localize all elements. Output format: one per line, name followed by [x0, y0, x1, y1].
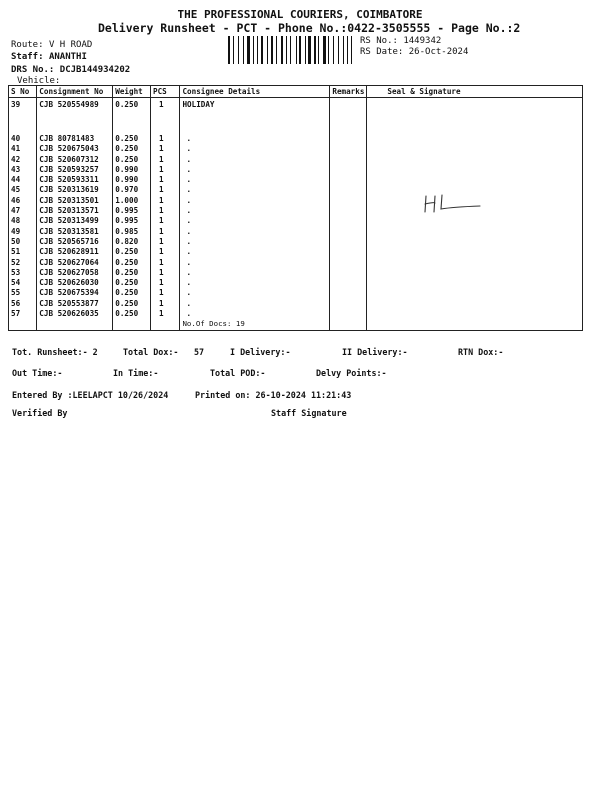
total-pod: Total POD:- — [210, 368, 266, 378]
barcode-bar — [308, 36, 311, 64]
barcode-bar — [274, 36, 275, 64]
table-row — [9, 185, 583, 195]
table-row — [9, 165, 583, 175]
cell-pcs: 1 — [151, 268, 180, 278]
barcode-bar — [296, 36, 297, 64]
cell-remarks — [330, 268, 367, 278]
barcode-bar — [238, 36, 239, 64]
table-footer-row — [9, 319, 583, 330]
cell-pcs: 1 — [151, 216, 180, 226]
barcode-bar — [245, 36, 246, 64]
handwritten-signature — [420, 192, 490, 216]
barcode-bar — [247, 36, 250, 64]
cell-sno: 47 — [9, 206, 37, 216]
cell-consignment: CJB 520565716 — [37, 237, 113, 247]
cell-consignee: . — [180, 237, 330, 247]
cell-seal — [367, 155, 583, 165]
cell-pcs: 1 — [151, 134, 180, 144]
cell-consignment: CJB 520313581 — [37, 227, 113, 237]
table-header-row — [9, 86, 583, 98]
barcode-bar — [254, 36, 256, 64]
cell-consignment: CJB 520607312 — [37, 155, 113, 165]
staff-value: ANANTHI — [48, 52, 87, 62]
table-row — [9, 175, 583, 185]
barcode-bar — [276, 36, 277, 64]
cell-weight: 1.000 — [113, 196, 151, 206]
cell-sno: 40 — [9, 134, 37, 144]
barcode-bar — [253, 36, 254, 64]
cell-pcs: 1 — [151, 185, 180, 195]
rs-number: RS No.: 1449342 — [360, 36, 442, 46]
cell-consignee: . — [180, 144, 330, 154]
barcode-bar — [343, 36, 344, 64]
table-row — [9, 288, 583, 298]
barcode-bar — [240, 36, 242, 64]
barcode-bar — [257, 36, 258, 64]
cell-weight: 0.990 — [113, 165, 151, 175]
cell-weight: 0.250 — [113, 268, 151, 278]
cell-remarks — [330, 288, 367, 298]
cell-consignee: . — [180, 309, 330, 319]
cell-remarks — [330, 299, 367, 309]
table-row — [9, 98, 583, 135]
barcode-bar — [281, 36, 283, 64]
cell-sno: 46 — [9, 196, 37, 206]
cell-seal — [367, 268, 583, 278]
table-row — [9, 299, 583, 309]
table-row — [9, 196, 583, 206]
barcode-bar — [353, 36, 355, 64]
table-row — [9, 216, 583, 226]
cell-weight: 0.250 — [113, 299, 151, 309]
cell-consignment: CJB 520626030 — [37, 278, 113, 288]
cell-pcs: 1 — [151, 237, 180, 247]
barcode-bar — [287, 36, 289, 64]
barcode — [228, 36, 356, 64]
cell-seal — [367, 134, 583, 144]
drs-value: DCJB144934202 — [59, 65, 131, 75]
barcode-bar — [333, 36, 334, 64]
barcode-bar — [335, 36, 337, 64]
cell-weight: 0.820 — [113, 237, 151, 247]
cell-weight: 0.250 — [113, 247, 151, 257]
cell-pcs: 1 — [151, 165, 180, 175]
cell-sno: 56 — [9, 299, 37, 309]
delvy-points: Delvy Points:- — [316, 368, 387, 378]
cell-pcs: 1 — [151, 175, 180, 185]
cell-remarks — [330, 185, 367, 195]
in-time: In Time:- — [113, 368, 159, 378]
cell-consignee: . — [180, 165, 330, 175]
barcode-bar — [317, 36, 318, 64]
table-row — [9, 278, 583, 288]
cell-weight: 0.250 — [113, 288, 151, 298]
footer-cell — [9, 319, 37, 330]
no-of-docs: No.Of Docs: 19 — [180, 319, 330, 330]
barcode-bar — [345, 36, 346, 64]
footer-cell — [113, 319, 151, 330]
barcode-bar — [297, 36, 298, 64]
barcode-bar — [339, 36, 342, 64]
cell-consignment: CJB 520626035 — [37, 309, 113, 319]
cell-sno: 51 — [9, 247, 37, 257]
cell-sno: 45 — [9, 185, 37, 195]
footer-cell — [37, 319, 113, 330]
printed-on: Printed on: 26-10-2024 11:21:43 — [195, 390, 352, 400]
header-pcs: PCS — [151, 86, 180, 98]
cell-consignee: . — [180, 206, 330, 216]
barcode-bar — [307, 36, 308, 64]
barcode-bar — [259, 36, 260, 64]
table-row — [9, 258, 583, 268]
company-title: THE PROFESSIONAL COURIERS, COIMBATORE — [177, 8, 423, 21]
barcode-bar — [320, 36, 322, 64]
cell-remarks — [330, 175, 367, 185]
barcode-bar — [338, 36, 339, 64]
table-row — [9, 268, 583, 278]
barcode-bar — [261, 36, 263, 64]
total-dox-label: Total Dox:- — [123, 347, 179, 357]
cell-consignment: CJB 520675394 — [37, 288, 113, 298]
cell-remarks — [330, 134, 367, 144]
barcode-bar — [251, 36, 252, 64]
cell-consignee: . — [180, 175, 330, 185]
cell-weight: 0.995 — [113, 206, 151, 216]
drs-line — [11, 65, 130, 75]
cell-consignment: CJB 520675043 — [37, 144, 113, 154]
cell-sno: 52 — [9, 258, 37, 268]
cell-pcs: 1 — [151, 98, 180, 135]
cell-remarks — [330, 309, 367, 319]
barcode-bar — [318, 36, 319, 64]
cell-consignment: CJB 520313499 — [37, 216, 113, 226]
cell-consignee: . — [180, 258, 330, 268]
header-consignment: Consignment No — [37, 86, 113, 98]
staff-line — [11, 52, 87, 62]
total-dox-value: 57 — [194, 347, 205, 357]
cell-sno: 42 — [9, 155, 37, 165]
footer-cell — [367, 319, 583, 330]
cell-weight: 0.250 — [113, 144, 151, 154]
cell-remarks — [330, 216, 367, 226]
i-delivery: I Delivery:- — [230, 347, 291, 357]
cell-weight: 0.250 — [113, 98, 151, 135]
cell-pcs: 1 — [151, 247, 180, 257]
barcode-bar — [231, 36, 232, 64]
cell-consignment: CJB 520593311 — [37, 175, 113, 185]
cell-consignment: CJB 520628911 — [37, 247, 113, 257]
cell-sno: 53 — [9, 268, 37, 278]
cell-remarks — [330, 258, 367, 268]
cell-weight: 0.990 — [113, 175, 151, 185]
barcode-bar — [271, 36, 273, 64]
cell-pcs: 1 — [151, 227, 180, 237]
barcode-bar — [228, 36, 230, 64]
cell-pcs: 1 — [151, 196, 180, 206]
cell-seal — [367, 288, 583, 298]
header-seal: Seal & Signature — [367, 86, 583, 98]
cell-pcs: 1 — [151, 299, 180, 309]
cell-consignment: CJB 520313619 — [37, 185, 113, 195]
table-row — [9, 144, 583, 154]
cell-consignee: . — [180, 278, 330, 288]
barcode-bar — [234, 36, 237, 64]
footer-cell — [151, 319, 180, 330]
cell-seal — [367, 258, 583, 268]
cell-seal — [367, 165, 583, 175]
cell-sno: 54 — [9, 278, 37, 288]
cell-seal — [367, 227, 583, 237]
header-consignee: Consignee Details — [180, 86, 330, 98]
cell-sno: 48 — [9, 216, 37, 226]
barcode-bar — [330, 36, 332, 64]
runsheet-title: Delivery Runsheet - PCT - Phone No.:0422-3505555 - Page No.:2 — [98, 21, 521, 35]
barcode-bar — [349, 36, 350, 64]
footer-cell — [330, 319, 367, 330]
cell-sno: 43 — [9, 165, 37, 175]
cell-sno: 39 — [9, 98, 37, 135]
header-sno: S No — [9, 86, 37, 98]
cell-sno: 57 — [9, 309, 37, 319]
rs-date: RS Date: 26-Oct-2024 — [360, 47, 469, 57]
cell-consignee: . — [180, 299, 330, 309]
barcode-bar — [286, 36, 287, 64]
out-time: Out Time:- — [12, 368, 63, 378]
table-row — [9, 206, 583, 216]
cell-pcs: 1 — [151, 278, 180, 288]
cell-pcs: 1 — [151, 155, 180, 165]
cell-seal — [367, 309, 583, 319]
table-row — [9, 237, 583, 247]
staff-label: Staff: — [11, 52, 44, 62]
cell-seal — [367, 144, 583, 154]
table-row — [9, 155, 583, 165]
barcode-bar — [328, 36, 329, 64]
cell-remarks — [330, 155, 367, 165]
cell-sno: 55 — [9, 288, 37, 298]
barcode-bar — [351, 36, 352, 64]
barcode-bar — [312, 36, 313, 64]
cell-seal — [367, 247, 583, 257]
barcode-bar — [327, 36, 328, 64]
ii-delivery: II Delivery:- — [342, 347, 408, 357]
cell-consignee: HOLIDAY — [180, 98, 330, 135]
verified-by: Verified By — [12, 408, 68, 418]
barcode-bar — [299, 36, 301, 64]
vehicle-label: Vehicle: — [17, 76, 61, 86]
barcode-bar — [284, 36, 285, 64]
barcode-bar — [269, 36, 270, 64]
cell-weight: 0.250 — [113, 309, 151, 319]
cell-consignee: . — [180, 196, 330, 206]
cell-consignee: . — [180, 268, 330, 278]
cell-consignee: . — [180, 247, 330, 257]
cell-sno: 50 — [9, 237, 37, 247]
cell-pcs: 1 — [151, 144, 180, 154]
cell-seal — [367, 278, 583, 288]
route-label: Route: — [11, 40, 44, 50]
cell-consignee: . — [180, 185, 330, 195]
cell-remarks — [330, 144, 367, 154]
cell-weight: 0.970 — [113, 185, 151, 195]
cell-remarks — [330, 206, 367, 216]
header-weight: Weight — [113, 86, 151, 98]
cell-weight: 0.250 — [113, 278, 151, 288]
runsheet-table — [8, 85, 583, 331]
cell-seal — [367, 216, 583, 226]
cell-remarks — [330, 227, 367, 237]
barcode-bar — [323, 36, 326, 64]
cell-pcs: 1 — [151, 206, 180, 216]
cell-consignment: CJB 520627058 — [37, 268, 113, 278]
cell-sno: 41 — [9, 144, 37, 154]
barcode-bar — [290, 36, 291, 64]
cell-seal — [367, 237, 583, 247]
cell-consignment: CJB 520554989 — [37, 98, 113, 135]
staff-signature: Staff Signature — [271, 408, 347, 418]
cell-weight: 0.985 — [113, 227, 151, 237]
table-row — [9, 309, 583, 319]
barcode-bar — [305, 36, 306, 64]
barcode-bar — [264, 36, 267, 64]
cell-seal — [367, 175, 583, 185]
header-remarks: Remarks — [330, 86, 367, 98]
tot-runsheet: Tot. Runsheet:- 2 — [12, 347, 98, 357]
cell-seal — [367, 98, 583, 135]
rtn-dox: RTN Dox:- — [458, 347, 504, 357]
cell-consignment: CJB 520313571 — [37, 206, 113, 216]
cell-weight: 0.250 — [113, 134, 151, 144]
table-row — [9, 247, 583, 257]
route-line — [11, 40, 92, 50]
drs-label: DRS No.: — [11, 65, 55, 75]
barcode-bar — [314, 36, 316, 64]
cell-consignment: CJB 520313501 — [37, 196, 113, 206]
cell-consignment: CJB 520553877 — [37, 299, 113, 309]
cell-sno: 49 — [9, 227, 37, 237]
barcode-bar — [267, 36, 268, 64]
cell-remarks — [330, 237, 367, 247]
cell-remarks — [330, 98, 367, 135]
entered-by: Entered By :LEELAPCT 10/26/2024 — [12, 390, 169, 400]
cell-pcs: 1 — [151, 258, 180, 268]
cell-consignee: . — [180, 227, 330, 237]
route-value: V H ROAD — [48, 40, 93, 50]
cell-consignee: . — [180, 216, 330, 226]
cell-consignee: . — [180, 288, 330, 298]
cell-remarks — [330, 165, 367, 175]
barcode-bar — [302, 36, 304, 64]
cell-remarks — [330, 196, 367, 206]
barcode-bar — [243, 36, 245, 64]
cell-sno: 44 — [9, 175, 37, 185]
cell-consignment: CJB 520593257 — [37, 165, 113, 175]
barcode-bar — [277, 36, 280, 64]
cell-pcs: 1 — [151, 288, 180, 298]
table-row — [9, 227, 583, 237]
barcode-bar — [347, 36, 349, 64]
cell-consignment: CJB 80781483 — [37, 134, 113, 144]
cell-consignee: . — [180, 155, 330, 165]
cell-consignee: . — [180, 134, 330, 144]
cell-consignment: CJB 520627064 — [37, 258, 113, 268]
cell-weight: 0.250 — [113, 155, 151, 165]
barcode-bar — [292, 36, 295, 64]
cell-seal — [367, 299, 583, 309]
barcode-bar — [233, 36, 234, 64]
table-row — [9, 134, 583, 144]
cell-weight: 0.250 — [113, 258, 151, 268]
cell-weight: 0.995 — [113, 216, 151, 226]
cell-remarks — [330, 247, 367, 257]
cell-pcs: 1 — [151, 309, 180, 319]
cell-remarks — [330, 278, 367, 288]
